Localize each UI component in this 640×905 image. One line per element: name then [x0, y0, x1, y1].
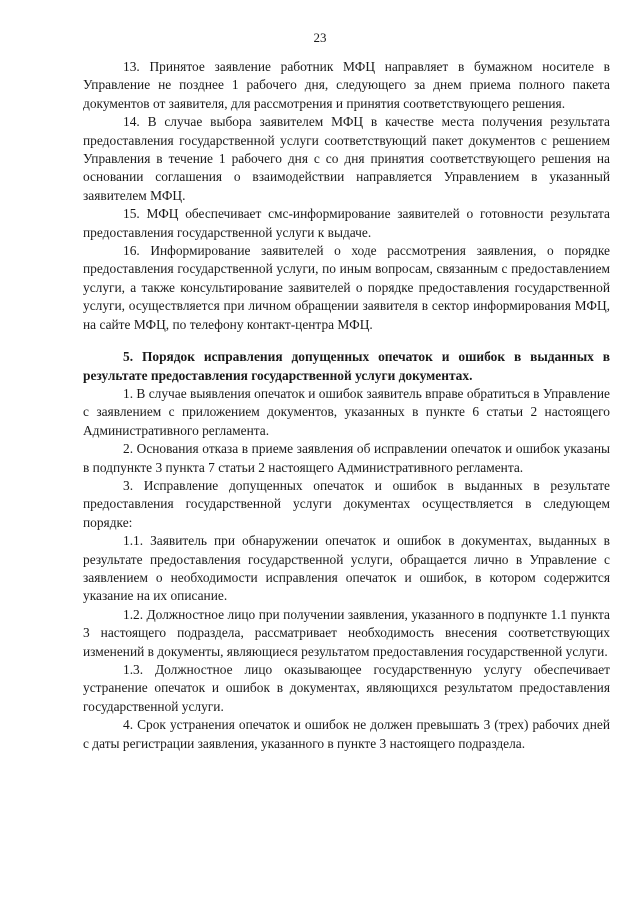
page-number: 23	[313, 30, 327, 45]
paragraph-15: 15. МФЦ обеспечивает смс-информирование заявителей о готовности результата предоставления государственной услуги к выдаче.	[83, 206, 610, 240]
section-paragraph-1-3: 1.3. Должностное лицо оказывающее государственную услугу обеспечивает устранение опечаток и ошибок в документах, являющихся результатом предоставления государственной услуги.	[83, 662, 610, 714]
paragraph-16: 16. Информирование заявителей о ходе рассмотрения заявления, о порядке предоставления государственной услуги, по иным вопросам, связанным с предоставлением услуги, а также консультирование заявителей о порядке предоставления государственной услуги, осуществляется при личном обращении заявителя в сектор информирования МФЦ, на сайте МФЦ, по телефону контакт-центра МФЦ.	[83, 243, 610, 332]
paragraph-14: 14. В случае выбора заявителем МФЦ в качестве места получения результата предоставления государственной услуги соответствующий пакет документов с решением Управления в течение 1 рабочего дня с со дня принятия соответствующего решения на основании соглашения о взаимодействии направляется Управлением в указанный заявителем МФЦ.	[83, 114, 610, 203]
document-body	[83, 58, 610, 753]
section-paragraph-2: 2. Основания отказа в приеме заявления об исправлении опечаток и ошибок указаны в подпункте 3 пункта 7 статьи 2 настоящего Административного регламента.	[83, 441, 610, 475]
section-paragraph-4: 4. Срок устранения опечаток и ошибок не должен превышать 3 (трех) рабочих дней с даты регистрации заявления, указанного в пункте 3 настоящего подраздела.	[83, 717, 610, 751]
paragraph-13: 13. Принятое заявление работник МФЦ направляет в бумажном носителе в Управление не позднее 1 рабочего дня, следующего за днем приема полного пакета документов от заявителя, для рассмотрения и принятия соответствующего решения.	[83, 59, 610, 111]
section-heading: 5. Порядок исправления допущенных опечаток и ошибок в выданных в результате предоставления государственной услуги документах.	[83, 349, 610, 383]
section-paragraph-1-1: 1.1. Заявитель при обнаружении опечаток и ошибок в документах, выданных в результате предоставления государственной услуги, обращается лично в Управление с заявлением о необходимости исправления опечаток и ошибок, в котором содержится указание на их описание.	[83, 533, 610, 604]
section-paragraph-1-2: 1.2. Должностное лицо при получении заявления, указанного в подпункте 1.1 пункта 3 настоящего подраздела, рассматривает необходимость внесения соответствующих изменений в документы, являющиеся результатом предоставления государственной услуги.	[83, 606, 610, 659]
section-paragraph-1: 1. В случае выявления опечаток и ошибок заявитель вправе обратиться в Управление с заявлением с приложением документов, указанных в пункте 6 статьи 2 настоящего Административного регламента.	[83, 385, 610, 438]
section-paragraph-3: 3. Исправление допущенных опечаток и ошибок в выданных в результате предоставления государственной услуги документах осуществляется в следующем порядке:	[83, 477, 610, 530]
